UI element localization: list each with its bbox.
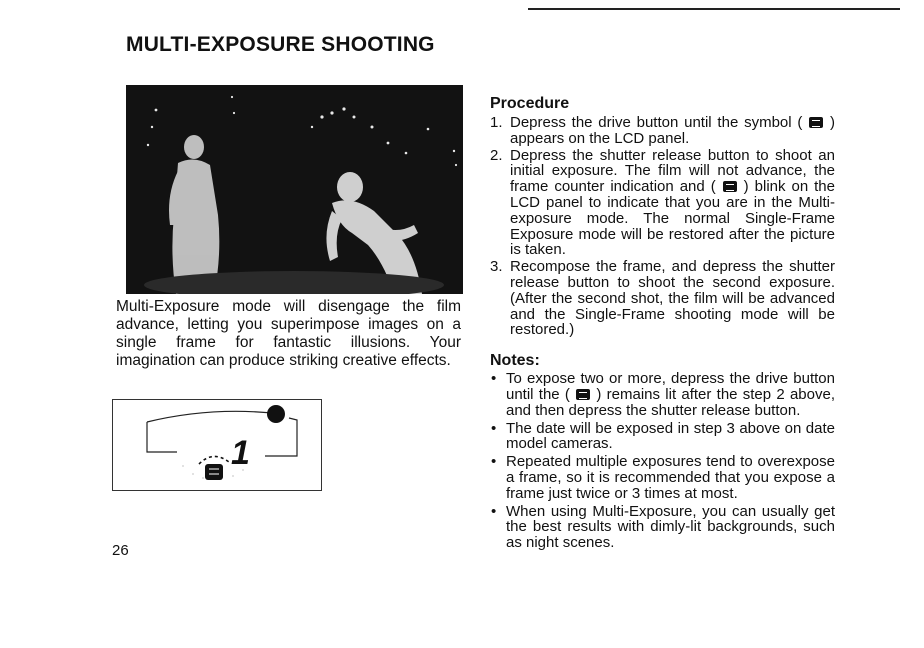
multi-exposure-symbol-icon (723, 181, 737, 192)
multi-exposure-symbol-icon (576, 389, 590, 400)
procedure-steps (490, 115, 835, 338)
step-text: ) appears on the LCD panel. (510, 114, 836, 147)
step-text: Recompose the frame, and depress the shutter release button to shoot the second exposure. (After the second shot, the film will be advanced and the Single-Frame shooting mode will be restored.) (510, 258, 835, 339)
right-column (490, 95, 835, 553)
step-number: 3. (490, 258, 503, 276)
lcd-panel-illustration (112, 399, 322, 491)
note-item (490, 454, 835, 501)
caption-paragraph: Multi-Exposure mode will disengage the film advance, letting you superimpose images on a single frame for fantastic illusions. Your imagination can produce striking creative effects. (116, 298, 461, 369)
procedure-step-3 (490, 259, 835, 338)
top-rule (528, 8, 900, 10)
page-title: MULTI-EXPOSURE SHOOTING (126, 33, 435, 56)
step-number: 1. (490, 114, 503, 131)
notes-heading: Notes: (490, 352, 540, 370)
procedure-heading: Procedure (490, 95, 570, 112)
multi-exposure-symbol-icon (809, 117, 823, 128)
notes-list (490, 371, 835, 551)
bullet: • (491, 370, 497, 388)
note-text: To expose two or more, depress the drive button until the ( (506, 370, 835, 403)
step-text: Depress the shutter release button to shoot an initial exposure. The film will not advance, the frame counter indication and ( (510, 146, 835, 196)
note-text: ) remains lit after the step 2 above, and then depress the shutter release button. (506, 385, 836, 419)
bullet: • (491, 453, 497, 471)
procedure-step-2 (490, 148, 835, 259)
note-item (490, 504, 835, 551)
note-text: Repeated multiple exposures tend to overexpose a frame, so it is recommended that you expose a frame just twice or 3 times at most. (506, 453, 835, 502)
bullet: • (491, 502, 497, 520)
note-text: When using Multi-Exposure, you can usually get the best results with dimly-lit backgrounds, such as night scenes. (506, 502, 835, 552)
step-text: ) blink on the LCD panel to indicate that you are in the Multi-exposure mode. The normal Single-Frame Exposure mode will be restored after the picture is taken. (510, 178, 835, 259)
note-item (490, 371, 835, 418)
lcd-indicator-dot (267, 405, 285, 423)
lcd-panel-drawing (113, 400, 321, 490)
page-number: 26 (112, 542, 129, 559)
multi-exposure-photo-illustration (126, 85, 463, 294)
bullet: • (491, 419, 497, 437)
procedure-step-1 (490, 115, 835, 147)
multi-exposure-photo (126, 85, 463, 294)
step-text: Depress the drive button until the symbol ( (510, 114, 803, 131)
multi-exposure-icon (199, 456, 229, 480)
step-number: 2. (490, 146, 503, 164)
lcd-frame-counter: 1 (231, 434, 250, 472)
note-text: The date will be exposed in step 3 above on date model cameras. (506, 419, 835, 453)
note-item (490, 421, 835, 453)
